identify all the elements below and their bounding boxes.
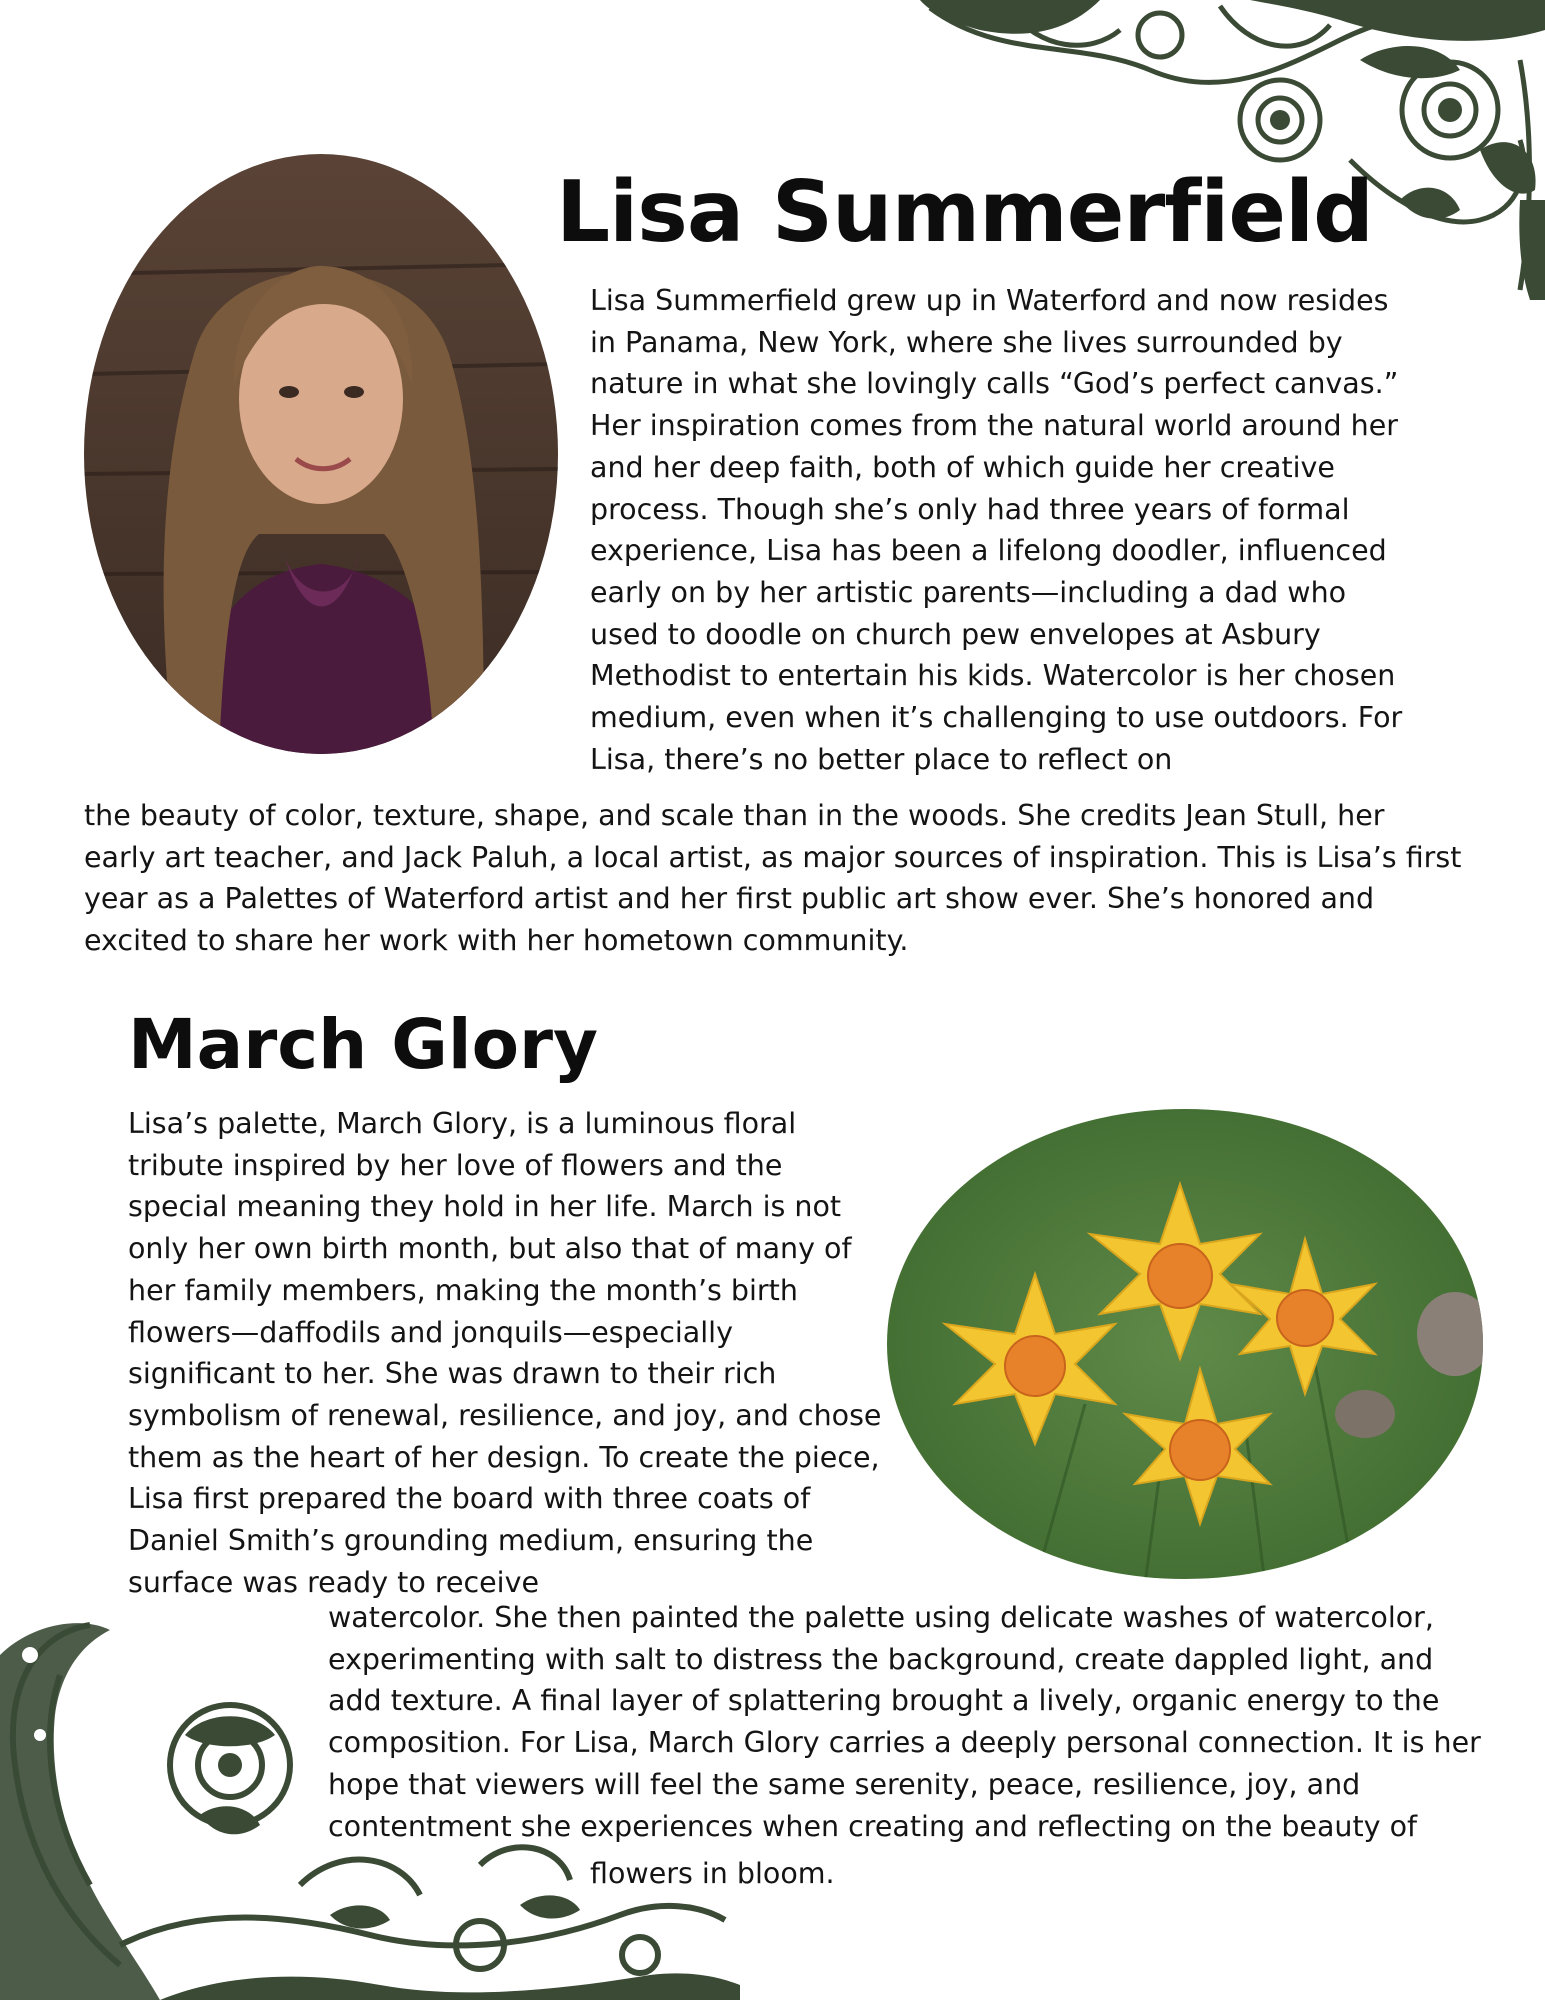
portrait-illustration: [84, 154, 558, 754]
daffodil-painting-illustration: [885, 1104, 1485, 1584]
artist-name: Lisa Summerfield: [556, 163, 1374, 262]
palette-description-part-2: watercolor. She then painted the palette using delicate washes of watercolor, experimenting with salt to distress the background, create dappled light, and add texture. A final layer of splattering brought a lively, organic energy to the composition. For Lisa, March Glory carries a deeply personal connection. It is her hope that viewers will feel the same serenity, peace, resilience, joy, and contentment she experiences when creating and reflecting on the beauty of: [328, 1601, 1481, 1843]
palette-description-part-3: flowers in bloom.: [590, 1857, 835, 1890]
artist-bio-wrapped: Lisa Summerfield grew up in Waterford and now resides in Panama, New York, where she lives surrounded by nature in what she lovingly calls “God’s perfect canvas.” Her inspiration comes from the natural world around her and her deep faith, both of which guide her creative process. Though she’s only had three years of formal experience, Lisa has been a lifelong doodler, influenced early on by her artistic parents—including a dad who used to doodle on church pew envelopes at Asbury Methodist to entertain his kids. Watercolor is her chosen medium, even when it’s challenging to use outdoors. For Lisa, there’s no better place to reflect on: [590, 284, 1403, 776]
palette-painting: [885, 1104, 1485, 1584]
artist-bio-continued: the beauty of color, texture, shape, and scale than in the woods. She credits Jean Stull, her early art teacher, and Jack Paluh, a local artist, as major sources of inspiration. This is Lisa’s first year as a Palettes of Waterford artist and her first public art show ever. She’s honored and excited to share her work with her hometown community.: [84, 799, 1462, 958]
artist-portrait: [84, 154, 558, 754]
palette-description-part-1: Lisa’s palette, March Glory, is a luminous floral tribute inspired by her love of flowers and the special meaning they hold in her life. March is not only her own birth month, but also that of many of her family members, making the month’s birth flowers—daffodils and jonquils—especially significant to her. She was drawn to their rich symbolism of renewal, resilience, and joy, and chose them as the heart of her design. To create the piece, Lisa first prepared the board with three coats of Daniel Smith’s grounding medium, ensuring the surface was ready to receive: [128, 1107, 882, 1599]
palette-title: March Glory: [128, 1005, 598, 1085]
